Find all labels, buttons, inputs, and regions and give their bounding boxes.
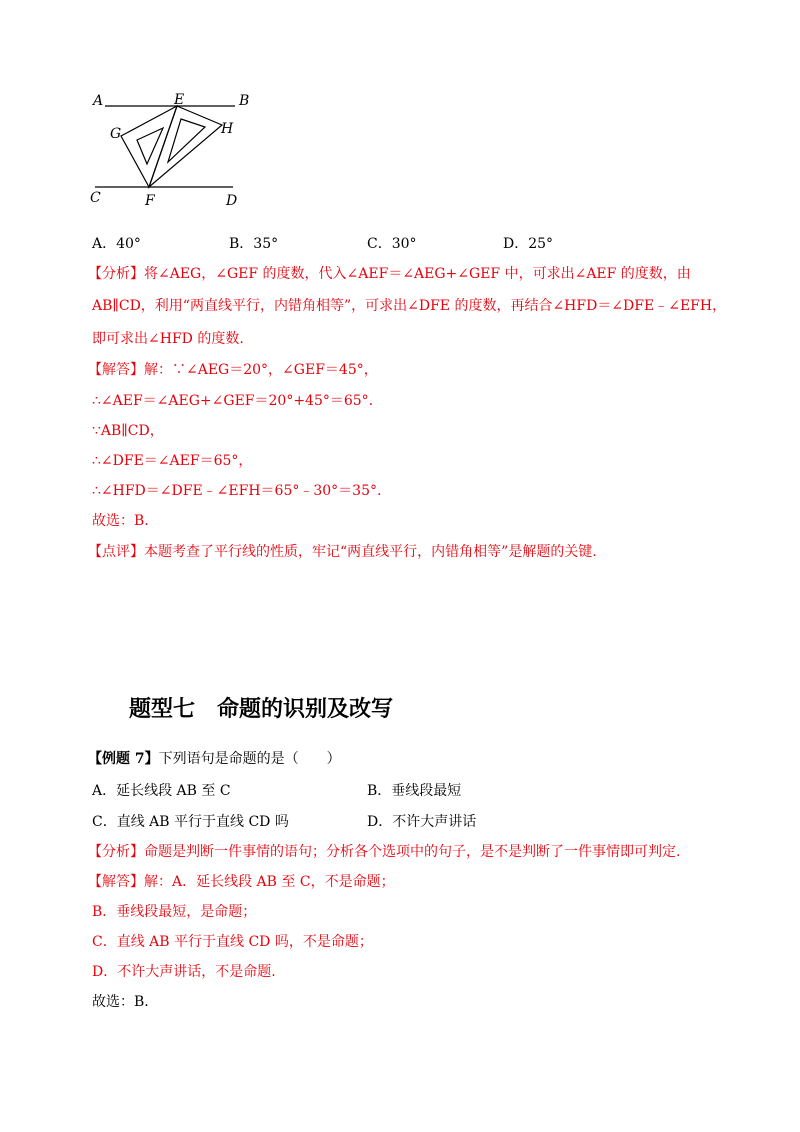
q7-stem [88, 750, 341, 768]
q7-option-b: B．垂线段最短 [367, 783, 462, 799]
q6-option-a: A．40° [92, 236, 141, 252]
q6-solution-line-2: ∴∠AEF＝∠AEG+∠GEF＝20°+45°＝65°. [92, 393, 374, 409]
q6-analysis-line-3: 即可求出∠HFD 的度数. [92, 331, 244, 347]
q6-comment: 【点评】本题考查了平行线的性质，牢记“两直线平行，内错角相等”是解题的关键. [88, 544, 597, 560]
q6-solution-line-1: 【解答】解：∵∠AEG＝20°，∠GEF＝45°， [88, 362, 378, 378]
q7-solution-line-1: 【解答】解：A．延长线段 AB 至 C，不是命题； [88, 874, 395, 890]
q6-analysis-line-2: AB∥CD，利用“两直线平行，内错角相等”，可求出∠DFE 的度数，再结合∠HFD＝∠DFE﹣∠EFH， [92, 298, 727, 314]
q7-solution-line-2: B．垂线段最短，是命题； [92, 904, 257, 920]
q6-analysis-line-1: 【分析】将∠AEG，∠GEF 的度数，代入∠AEF＝∠AEG+∠GEF 中，可求出∠AEF 的度数，由 [88, 266, 691, 282]
parallel-lines-triangles-diagram [85, 88, 260, 213]
label-b: B [239, 93, 250, 109]
triangle-egf [121, 106, 177, 187]
q6-solution-line-3: ∵AB∥CD， [92, 423, 164, 439]
triangle-ehf [149, 106, 222, 187]
q7-solution-line-5: 故选：B. [92, 994, 149, 1010]
section-title: 题型七 命题的识别及改写 [129, 697, 394, 722]
label-d: D [226, 193, 238, 209]
q6-option-c: C．30° [367, 236, 417, 252]
q7-option-d: D．不许大声讲话 [367, 814, 477, 830]
q7-stem-text: 下列语句是命题的是（ ） [158, 751, 341, 767]
q7-analysis: 【分析】命题是判断一件事情的语句；分析各个选项中的句子，是不是判断了一件事情即可判定. [88, 844, 681, 860]
geometry-figure [85, 88, 260, 213]
q6-option-d: D．25° [503, 236, 554, 252]
q6-solution-line-5: ∴∠HFD＝∠DFE﹣∠EFH＝65°﹣30°＝35°. [92, 483, 382, 499]
q6-option-b: B．35° [229, 236, 279, 252]
q6-solution-line-6: 故选：B. [92, 513, 149, 529]
label-h: H [221, 121, 234, 137]
label-a: A [93, 93, 104, 109]
q7-option-a: A．延长线段 AB 至 C [92, 783, 231, 799]
q7-example-label: 【例题 7】 [88, 751, 159, 767]
label-f: F [145, 193, 155, 209]
q7-solution-line-4: D．不许大声讲话，不是命题. [92, 964, 276, 980]
label-e: E [174, 92, 185, 108]
q7-option-c: C．直线 AB 平行于直线 CD 吗 [92, 814, 289, 830]
label-g: G [110, 126, 122, 142]
q7-solution-line-3: C．直线 AB 平行于直线 CD 吗，不是命题； [92, 934, 373, 950]
q6-solution-line-4: ∴∠DFE＝∠AEF＝65°， [92, 453, 253, 469]
label-c: C [90, 190, 101, 206]
